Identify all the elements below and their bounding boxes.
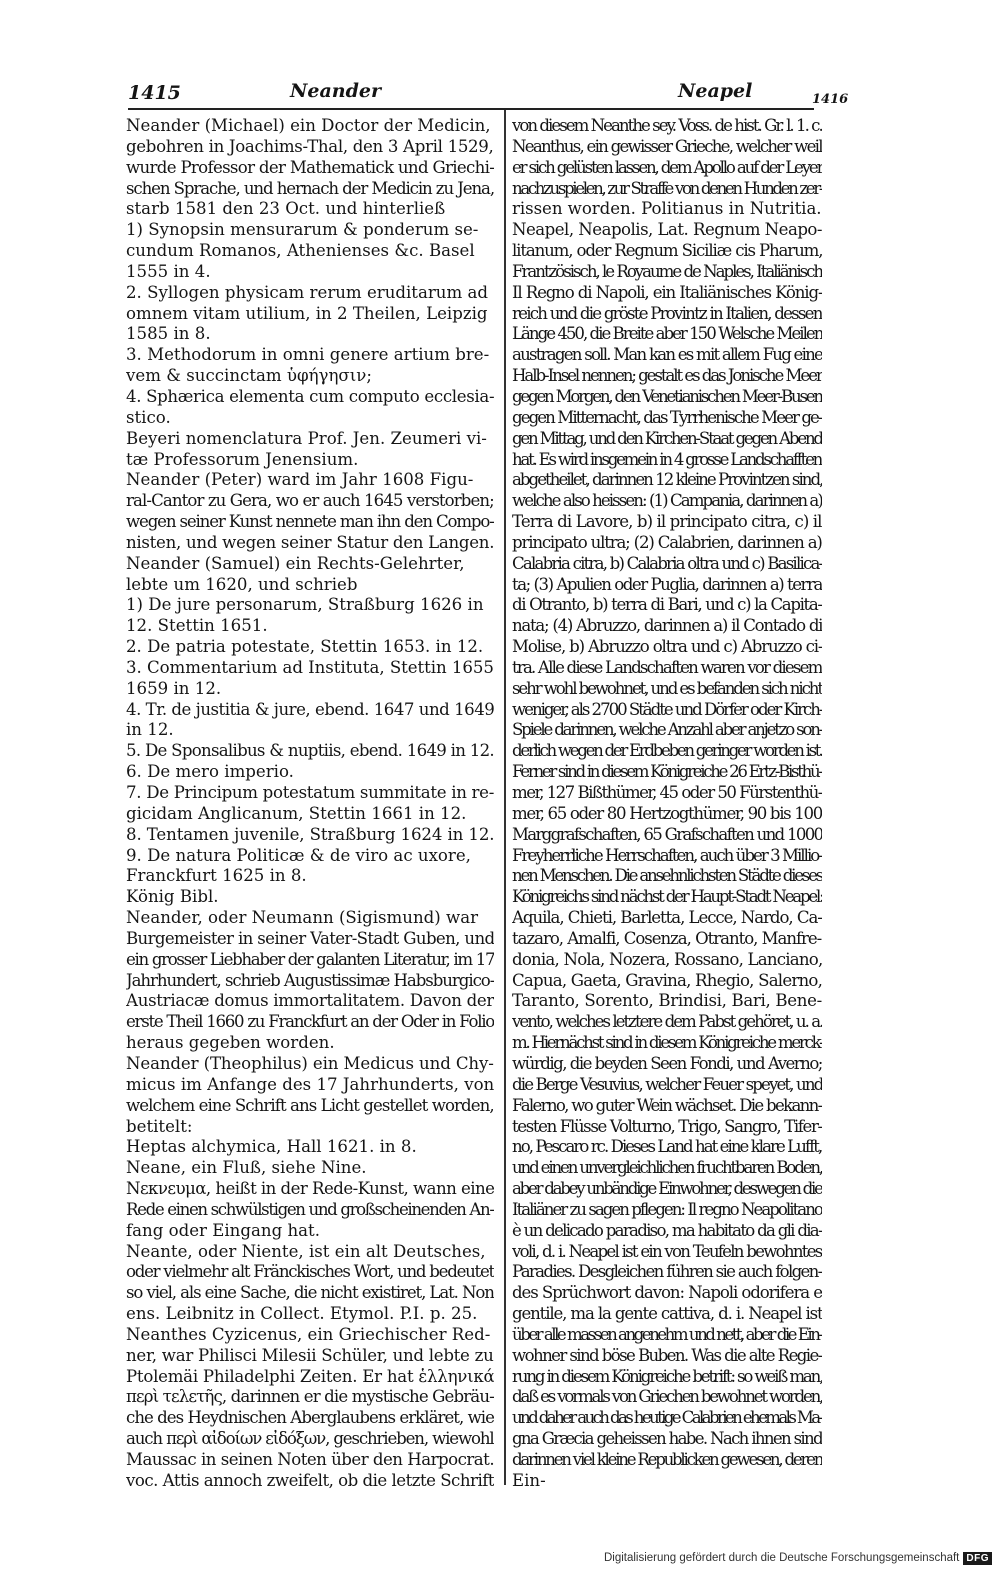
text-line: würdig, die beyden Seen Fondi, und Averno; — [512, 1053, 822, 1073]
text-line: Burgemeister in seiner Vater-Stadt Guben, und — [126, 928, 494, 948]
text-line: ein grosser Liebhaber der galanten Literatur, im 17 — [126, 949, 494, 969]
text-line: Terra di Lavore, b) il principato citra, c) il — [512, 512, 822, 532]
text-line: Calabria citra, b) Calabria oltra und c) Basilica- — [512, 553, 822, 573]
column-divider — [504, 110, 506, 1485]
text-line: starb 1581 den 23 Oct. und hinterließ — [126, 199, 446, 219]
text-line: 12. Stettin 1651. — [126, 616, 268, 636]
text-line: schen Sprache, und hernach der Medicin zu Jena, — [126, 178, 494, 198]
text-line: Molise, b) Abruzzo oltra und c) Abruzzo ci- — [512, 637, 822, 657]
text-line: ral-Cantor zu Gera, wo er auch 1645 verstorben; — [126, 491, 494, 511]
text-line: Halb-Insel nennen; gestalt es das Jonische Meer — [512, 366, 822, 386]
digitization-footer — [604, 1550, 992, 1566]
text-line: von diesem Neanthe sey. Voss. de hist. Gr. l. 1. c. — [512, 116, 822, 135]
text-line: Neanthus, ein gewisser Grieche, welcher weil — [512, 136, 822, 156]
text-line: Aquila, Chieti, Barletta, Lecce, Nardo, Ca- — [512, 908, 822, 928]
text-line: 8. Tentamen juvenile, Straßburg 1624 in 12. — [126, 824, 494, 844]
text-line: Neanthes Cyzicenus, ein Griechischer Red- — [126, 1324, 491, 1344]
text-line: 4. Sphærica elementa cum computo ecclesia- — [126, 386, 494, 406]
text-line: Neander (Peter) ward im Jahr 1608 Figu- — [126, 470, 474, 490]
text-line: nisten, und wegen seiner Statur den Langen. — [126, 532, 494, 552]
text-line: Königreichs sind nächst der Haupt-Stadt Neapel: — [512, 887, 822, 907]
text-line: vem & succinctam ὑφήγησιν; — [126, 366, 372, 386]
text-line: Austriacæ domus immortalitatem. Davon der — [126, 991, 494, 1011]
text-line: micus im Anfange des 17 Jahrhunderts, von — [126, 1074, 494, 1094]
text-line: oder vielmehr alt Fränckisches Wort, und bedeutet — [126, 1262, 494, 1282]
text-line: Neapel, Neapolis, Lat. Regnum Neapo- — [512, 220, 822, 240]
right-page-number: 1416 — [812, 92, 849, 107]
text-line: gebohren in Joachims-Thal, den 3 April 1529, — [126, 136, 494, 156]
text-line: reich und die gröste Provintz in Italien, dessen — [512, 303, 822, 323]
text-line: περὶ τελετῆς, darinnen er die mystische Gebräu- — [126, 1387, 494, 1407]
text-line: mer, 65 oder 80 Hertzogthümer, 90 bis 100 — [512, 803, 822, 823]
text-line: daß es vormals von Griechen bewohnet worden, — [512, 1387, 822, 1407]
text-line: voli, d. i. Neapel ist ein von Teufeln bewohntes — [512, 1241, 822, 1261]
text-line: gen Mittag, und den Kirchen-Staat gegen Abend — [512, 428, 822, 448]
text-line: Ptolemäi Philadelphi Zeiten. Er hat ἑλληνικά — [126, 1366, 494, 1386]
right-running-head: Neapel — [678, 80, 753, 102]
text-line: 3. Commentarium ad Instituta, Stettin 1655 — [126, 657, 494, 677]
text-line: ner, war Philisci Milesii Schüler, und lebte zu — [126, 1345, 494, 1365]
text-line: und daher auch das heutige Calabrien ehemals Ma- — [512, 1408, 822, 1428]
right-column — [512, 116, 822, 1492]
text-line: aber dabey unbändige Einwohner, deswegen die — [512, 1179, 822, 1199]
text-line: principato ultra; (2) Calabrien, darinnen a) — [512, 532, 822, 552]
text-line: tazaro, Amalfi, Cosenza, Otranto, Manfre- — [512, 928, 822, 948]
text-line: voc. Attis annoch zweifelt, ob die letzte Schrift — [126, 1470, 494, 1490]
text-line: Länge 450, die Breite aber 150 Welsche Meilen — [512, 324, 822, 344]
text-line: tæ Professorum Jenensium. — [126, 449, 359, 469]
text-line: des Sprüchwort davon: Napoli odorifera e — [512, 1283, 822, 1303]
text-line: hat. Es wird insgemein in 4 grosse Landschafften — [512, 449, 822, 469]
text-line: Neander (Samuel) ein Rechts-Gelehrter, — [126, 553, 465, 573]
text-line: so viel, als eine Sache, die nicht existiret, Lat. Non — [126, 1283, 494, 1303]
text-line: Marggrafschaften, 65 Grafschaften und 1000 — [512, 824, 822, 844]
text-line: stico. — [126, 407, 171, 427]
text-line: Νεκνευμα, heißt in der Rede-Kunst, wann eine — [126, 1179, 494, 1199]
text-line: Taranto, Sorento, Brindisi, Bari, Bene- — [512, 991, 822, 1011]
text-line: vento, welches letztere dem Pabst gehöret, u. a. — [512, 1012, 822, 1032]
text-line: König Bibl. — [126, 887, 219, 907]
text-line: die Berge Vesuvius, welcher Feuer speyet, und — [512, 1074, 822, 1094]
text-line: 5. De Sponsalibus & nuptiis, ebend. 1649 in 12. — [126, 741, 494, 761]
text-line: Maussac in seinen Noten über den Harpocrat. — [126, 1450, 494, 1469]
text-line: erste Theil 1660 zu Franckfurt an der Oder in Folio — [126, 1012, 494, 1032]
text-line: Falerno, wo guter Wein wächset. Die bekann- — [512, 1095, 822, 1115]
text-line: abgetheilet, darinnen 12 kleine Provintzen sind, — [512, 470, 822, 490]
text-line: in 12. — [126, 720, 174, 740]
text-line: austragen soll. Man kan es mit allem Fug eine — [512, 345, 822, 365]
text-line: Heptas alchymica, Hall 1621. in 8. — [126, 1137, 417, 1157]
text-line: Frantzösisch, le Royaume de Naples, Italiänisch — [512, 261, 822, 281]
text-line: ta; (3) Apulien oder Puglia, darinnen a) terra — [512, 574, 822, 594]
text-line: er sich gelüsten lassen, dem Apollo auf der Leyer — [512, 157, 822, 177]
left-running-head: Neander — [290, 80, 381, 102]
text-line: nachzuspielen, zur Straffe von denen Hunden zer- — [512, 178, 822, 198]
text-line: 2. Syllogen physicam rerum eruditarum ad — [126, 282, 489, 302]
text-line: Spiele darinnen, welche Anzahl aber anjetzo son- — [512, 720, 822, 740]
text-line: mer, 127 Bißthümer, 45 oder 50 Fürstenthü- — [512, 783, 822, 802]
text-line: 6. De mero imperio. — [126, 762, 294, 782]
left-column — [126, 116, 494, 1492]
text-line: donia, Nola, Nozera, Rossano, Lanciano, — [512, 949, 822, 969]
text-line: Ein- — [512, 1470, 546, 1490]
header-rule — [128, 108, 814, 110]
text-line: lebte um 1620, und schrieb — [126, 574, 358, 594]
text-line: 9. De natura Politicæ & de viro ac uxore, — [126, 845, 471, 865]
text-line: Ferner sind in diesem Königreiche 26 Ertz-Bisthü- — [512, 762, 822, 782]
text-line: wohner sind böse Buben. Was die alte Regie- — [512, 1345, 822, 1365]
dfg-logo: DFG — [963, 1552, 992, 1565]
text-line: sehr wohl bewohnet, und es befanden sich nicht — [512, 678, 822, 698]
text-line: è un delicado paradiso, ma habitato da gli dia- — [512, 1220, 822, 1240]
text-line: 1585 in 8. — [126, 324, 211, 344]
text-line: che des Heydnischen Aberglaubens erkläret, wie — [126, 1408, 494, 1428]
text-line: testen Flüsse Volturno, Trigo, Sangro, Tifer- — [512, 1116, 822, 1136]
text-line: 1) Synopsin mensurarum & ponderum se- — [126, 220, 479, 240]
text-line: Beyeri nomenclatura Prof. Jen. Zeumeri vi- — [126, 428, 487, 448]
text-line: Jahrhundert, schrieb Augustissimæ Habsburgico- — [126, 970, 494, 990]
text-line: Neante, oder Niente, ist ein alt Deutsches, — [126, 1241, 486, 1261]
text-line: welchem eine Schrift ans Licht gestellet worden, — [126, 1095, 494, 1115]
text-line: ens. Leibnitz in Collect. Etymol. P.I. p. 25. — [126, 1304, 478, 1324]
text-line: gicidam Anglicanum, Stettin 1661 in 12. — [126, 803, 467, 823]
text-line: Il Regno di Napoli, ein Italiänisches König- — [512, 282, 822, 302]
text-line: auch περὶ αἰδοίων εἰδόξων, geschrieben, wiewohl — [126, 1429, 494, 1449]
text-line: Neander (Michael) ein Doctor der Medicin, — [126, 116, 491, 135]
left-page-number: 1415 — [128, 82, 181, 104]
text-line: fang oder Eingang hat. — [126, 1220, 320, 1240]
text-line: Italiäner zu sagen pflegen: Il regno Neapolitano — [512, 1199, 822, 1219]
text-line: Paradies. Desgleichen führen sie auch folgen- — [512, 1262, 822, 1282]
text-line: gegen Morgen, den Venetianischen Meer-Busen — [512, 386, 822, 406]
text-line: über alle massen angenehm und nett, aber die Ein- — [512, 1324, 822, 1344]
text-line: Freyherrliche Herrschaften, auch über 3 Millio- — [512, 845, 822, 865]
text-line: m. Hiernächst sind in diesem Königreiche merck- — [512, 1033, 822, 1053]
text-line: darinnen viel kleine Republicken gewesen, deren — [512, 1450, 822, 1469]
text-line: omnem vitam utilium, in 2 Theilen, Leipzig — [126, 303, 488, 323]
text-line: wurde Professor der Mathematick und Griechi- — [126, 157, 494, 177]
text-line: Capua, Gaeta, Gravina, Rhegio, Salerno, — [512, 970, 822, 990]
text-line: rissen worden. Politianus in Nutritia. — [512, 199, 822, 219]
text-line: und einen unvergleichlichen fruchtbaren Boden, — [512, 1158, 822, 1178]
text-line: betitelt: — [126, 1116, 193, 1136]
text-line: di Otranto, b) terra di Bari, und c) la Capita- — [512, 595, 822, 615]
text-line: 1) De jure personarum, Straßburg 1626 in — [126, 595, 484, 615]
text-line: 7. De Principum potestatum summitate in re- — [126, 783, 494, 802]
page-header — [0, 78, 1000, 108]
text-line: 2. De patria potestate, Stettin 1653. in 12. — [126, 637, 484, 657]
text-line: cundum Romanos, Athenienses &c. Basel — [126, 241, 475, 261]
text-line: nata; (4) Abruzzo, darinnen a) il Contado di — [512, 616, 822, 636]
text-line: Rede einen schwülstigen und großscheinenden An- — [126, 1199, 494, 1219]
text-line: 3. Methodorum in omni genere artium bre- — [126, 345, 490, 365]
text-line: 4. Tr. de justitia & jure, ebend. 1647 und 1649 — [126, 699, 494, 719]
text-line: welche also heissen: (1) Campania, darinnen a) — [512, 491, 822, 511]
text-line: 1659 in 12. — [126, 678, 222, 698]
text-line: gegen Mitternacht, das Tyrrhenische Meer ge- — [512, 407, 822, 427]
text-line: no, Pescaro rc. Dieses Land hat eine klare Lufft, — [512, 1137, 822, 1157]
text-line: Neander (Theophilus) ein Medicus und Chy- — [126, 1053, 494, 1073]
footer-credit: Digitalisierung gefördert durch die Deutsche Forschungsgemeinschaft — [603, 1552, 960, 1564]
text-line: Neane, ein Fluß, siehe Nine. — [126, 1158, 367, 1178]
text-line: Neander, oder Neumann (Sigismund) war — [126, 908, 479, 928]
text-line: Franckfurt 1625 in 8. — [126, 866, 307, 886]
text-line: 1555 in 4. — [126, 261, 211, 281]
text-line: rung in diesem Königreiche betrift: so weiß man, — [512, 1366, 822, 1386]
text-line: derlich wegen der Erdbeben geringer worden ist. — [512, 741, 822, 761]
text-line: litanum, oder Regnum Siciliæ cis Pharum, — [512, 241, 822, 261]
text-line: nen Menschen. Die ansehnlichsten Städte dieses — [512, 866, 822, 886]
text-line: tra. Alle diese Landschaften waren vor diesem — [512, 657, 822, 677]
text-line: wegen seiner Kunst nennete man ihn den Compo- — [126, 512, 494, 532]
text-line: gentile, ma la gente cattiva, d. i. Neapel ist — [512, 1304, 822, 1324]
text-line: weniger, als 2700 Städte und Dörfer oder Kirch- — [512, 699, 822, 719]
text-line: heraus gegeben worden. — [126, 1033, 335, 1053]
text-line: gna Græcia geheissen habe. Nach ihnen sind — [512, 1429, 822, 1449]
